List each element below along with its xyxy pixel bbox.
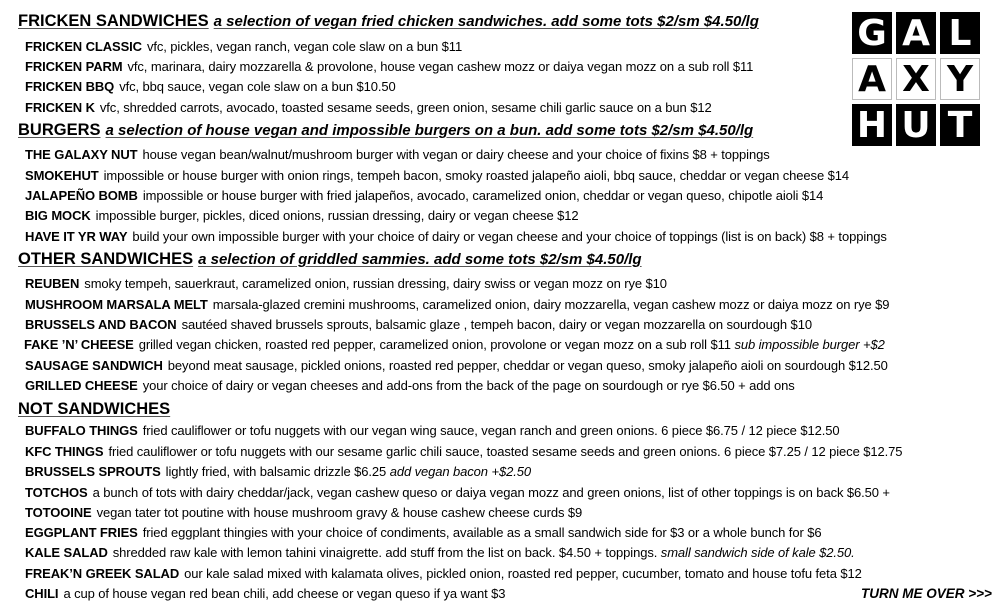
menu-item [25, 485, 890, 500]
item-name: KALE SALAD [25, 545, 108, 560]
item-name: BRUSSELS SPROUTS [25, 464, 161, 479]
item-name: GRILLED CHEESE [25, 378, 138, 393]
galaxy-hut-logo [852, 12, 980, 146]
menu-item [25, 39, 462, 54]
item-note: add vegan bacon +$2.50 [389, 464, 531, 479]
item-desc: a cup of house vegan red bean chili, add cheese or vegan queso if ya want $3 [63, 586, 506, 601]
item-name: THE GALAXY NUT [25, 147, 138, 162]
section-subtitle: a selection of vegan fried chicken sandwiches. add some tots $2/sm $4.50/lg [213, 13, 759, 30]
item-desc: marsala-glazed cremini mushrooms, caramelized onion, dairy mozzarella, vegan cashew mozz or daiya mozz on rye $9 [212, 297, 890, 312]
section-subtitle: a selection of house vegan and impossible burgers on a bun. add some tots $2/sm $4.50/lg [105, 122, 754, 139]
item-desc: sautéed shaved brussels sprouts, balsamic glaze , tempeh bacon, dairy or vegan mozzarella on sourdough $10 [181, 317, 812, 332]
section-title: OTHER SANDWICHES [18, 250, 194, 268]
item-name: FRICKEN BBQ [25, 79, 115, 94]
section-title: FRICKEN SANDWICHES [18, 12, 209, 30]
menu-item [25, 566, 862, 581]
item-name: REUBEN [25, 276, 80, 291]
logo-tile: G [852, 12, 892, 54]
item-name: MUSHROOM MARSALA MELT [25, 297, 208, 312]
logo-tile: L [940, 12, 980, 54]
menu-item [25, 229, 887, 244]
item-name: TOTCHOS [25, 485, 88, 500]
item-desc: shredded raw kale with lemon tahini vinaigrette. add stuff from the list on back. $4.50 + toppings. [112, 545, 658, 560]
item-name: EGGPLANT FRIES [25, 525, 138, 540]
item-desc: beyond meat sausage, pickled onions, roasted red pepper, cheddar or vegan queso, smoky jalapeño aioli on sourdough $12.50 [167, 358, 888, 373]
item-name: SAUSAGE SANDWICH [25, 358, 163, 373]
item-name: KFC THINGS [25, 444, 104, 459]
item-note: small sandwich side of kale $2.50. [660, 545, 855, 560]
logo-tile: T [940, 104, 980, 146]
section-heading-fricken [18, 12, 759, 31]
logo-tile: Y [940, 58, 980, 100]
menu-item [25, 188, 823, 203]
item-desc: your choice of dairy or vegan cheeses and add-ons from the back of the page on sourdough or rye $6.50 + add ons [142, 378, 795, 393]
item-name: FAKE ’N’ CHEESE [24, 337, 134, 352]
menu-item [25, 208, 579, 223]
menu-item [25, 525, 821, 540]
section-title: NOT SANDWICHES [18, 400, 171, 418]
menu-item [25, 317, 812, 332]
item-desc: build your own impossible burger with your choice of dairy or vegan cheese and your choice of toppings (list is on back) $8 + toppings [132, 229, 887, 244]
item-name: CHILI [25, 586, 59, 601]
item-desc: fried cauliflower or tofu nuggets with our vegan wing sauce, vegan ranch and green onions. 6 piece $6.75 / 12 piece $12.50 [142, 423, 840, 438]
section-heading-other-sandwiches [18, 250, 642, 269]
menu-item [25, 59, 753, 74]
menu-item [25, 444, 902, 459]
item-desc: vfc, pickles, vegan ranch, vegan cole slaw on a bun $11 [146, 39, 463, 54]
logo-tile: A [896, 12, 936, 54]
item-name: JALAPEÑO BOMB [25, 188, 138, 203]
logo-tile: H [852, 104, 892, 146]
menu-item [24, 337, 885, 352]
item-desc: impossible or house burger with fried jalapeños, avocado, caramelized onion, cheddar or vegan queso, chipotle aioli $14 [142, 188, 824, 203]
item-name: BIG MOCK [25, 208, 91, 223]
item-desc: impossible burger, pickles, diced onions, russian dressing, dairy or vegan cheese $12 [95, 208, 579, 223]
item-desc: impossible or house burger with onion rings, tempeh bacon, smoky roasted jalapeño aioli, bbq sauce, cheddar or vegan cheese $14 [103, 168, 849, 183]
item-desc: fried eggplant thingies with your choice of condiments, available as a small sandwich side for $3 or a whole bunch for $6 [142, 525, 822, 540]
section-title: BURGERS [18, 121, 101, 139]
menu-item [25, 358, 888, 373]
item-note: sub impossible burger +$2 [734, 337, 885, 352]
item-name: FRICKEN PARM [25, 59, 123, 74]
menu-item [25, 100, 712, 115]
menu-item [25, 545, 855, 560]
item-name: TOTOOINE [25, 505, 92, 520]
menu-item [25, 147, 770, 162]
item-desc: lightly fried, with balsamic drizzle $6.25 [165, 464, 387, 479]
item-desc: smoky tempeh, sauerkraut, caramelized onion, russian dressing, dairy swiss or vegan mozz on rye $10 [84, 276, 667, 291]
item-name: FRICKEN K [25, 100, 95, 115]
item-name: BUFFALO THINGS [25, 423, 138, 438]
item-desc: a bunch of tots with dairy cheddar/jack, vegan cashew queso or daiya vegan mozz and green onions, list of other toppings is on back $6.50 + [92, 485, 890, 500]
item-desc: fried cauliflower or tofu nuggets with our sesame garlic chili sauce, toasted sesame seeds and green onions. 6 piece $7.25 / 12 piece $12.75 [108, 444, 903, 459]
menu-item [25, 168, 849, 183]
menu-item [25, 586, 505, 601]
section-subtitle: a selection of griddled sammies. add some tots $2/sm $4.50/lg [198, 251, 642, 268]
item-desc: vegan tater tot poutine with house mushroom gravy & house cashew cheese curds $9 [96, 505, 583, 520]
item-desc: our kale salad mixed with kalamata olives, pickled onion, roasted red pepper, cucumber, tomato and house tofu feta $12 [184, 566, 862, 581]
logo-tile: X [896, 58, 936, 100]
item-desc: grilled vegan chicken, roasted red pepper, caramelized onion, provolone or vegan mozz on a sub roll $11 [138, 337, 731, 352]
item-name: SMOKEHUT [25, 168, 99, 183]
menu-item [25, 276, 667, 291]
section-heading-burgers [18, 121, 753, 140]
menu-item [25, 464, 531, 479]
item-name: FREAK’N GREEK SALAD [25, 566, 180, 581]
menu-item [25, 505, 582, 520]
item-desc: house vegan bean/walnut/mushroom burger with vegan or dairy cheese and your choice of fixins $8 + toppings [142, 147, 770, 162]
item-desc: vfc, shredded carrots, avocado, toasted sesame seeds, green onion, sesame chili garlic sauce on a bun $12 [99, 100, 712, 115]
item-name: FRICKEN CLASSIC [25, 39, 142, 54]
menu-item [25, 378, 795, 393]
menu-item [25, 297, 889, 312]
item-name: BRUSSELS AND BACON [25, 317, 177, 332]
item-name: HAVE IT YR WAY [25, 229, 128, 244]
logo-tile: A [852, 58, 892, 100]
logo-tile: U [896, 104, 936, 146]
turn-me-over: TURN ME OVER >>> [861, 586, 992, 601]
section-heading-not-sandwiches [18, 400, 170, 419]
item-desc: vfc, marinara, dairy mozzarella & provolone, house vegan cashew mozz or daiya vegan mozz on a sub roll $11 [127, 59, 754, 74]
item-desc: vfc, bbq sauce, vegan cole slaw on a bun $10.50 [119, 79, 396, 94]
menu-item [25, 423, 840, 438]
menu-item [25, 79, 396, 94]
